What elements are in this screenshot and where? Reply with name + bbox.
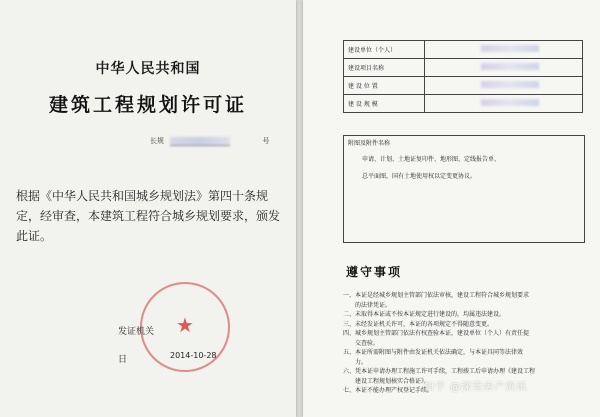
country-name: 中华人民共和国	[95, 61, 201, 77]
list-item: 六、凭本证申请办理工程施工许可手续，工程竣工后申请办理《建设工程	[343, 368, 536, 375]
list-item: 三、未经发证机关许可，本证的各项规定不得随意变更。	[343, 320, 494, 328]
list-item: 四、城乡规划主管部门依法有权查验本证，建设单位（个人）有责任提	[343, 330, 530, 337]
attachments-box	[343, 135, 585, 243]
list-item: 交查验。	[343, 339, 380, 347]
number-suffix: 号	[262, 137, 270, 145]
watermark-text: 知乎 @深莞房产资讯	[424, 382, 528, 393]
redacted-value	[425, 95, 583, 113]
attachments-line: 总平面图，国有土地使用权以定变更协议。	[362, 173, 477, 180]
attachments-line: 申请、计划、土地证复印件、地形图、定线报告单、	[362, 156, 501, 163]
list-item: 二、未取得本证或不按本证规定进行建设的，均属违法建设。	[343, 311, 506, 318]
redacted-value	[425, 41, 583, 59]
issue-date: 2014-10-28	[170, 351, 217, 360]
certificate-details-page	[303, 0, 600, 417]
project-info-table	[343, 40, 583, 113]
list-item: 建设工程规划核实合格证》。	[343, 377, 431, 385]
table-row	[344, 59, 583, 77]
row-label: 建设单位（个人）	[344, 41, 425, 59]
row-label: 建 设 规 模	[344, 95, 425, 113]
seal-star-icon: ★	[176, 313, 194, 337]
redacted-value	[425, 77, 583, 95]
certificate-number	[150, 136, 269, 146]
list-item: 的法律凭证。	[343, 301, 392, 309]
certificate-title: 建筑工程规划许可证	[48, 94, 247, 116]
row-label: 建设项目名称	[344, 59, 425, 77]
notice-title: 遵守事项	[346, 265, 403, 279]
list-item: 七、本证不能办理产权登记手续。	[343, 387, 434, 394]
attachments-title: 附图及附件名称	[348, 140, 391, 147]
list-item: 五、本证所需附图与附件由发证机关依法确定，与本证具同等法律效	[343, 349, 524, 356]
date-label: 日	[118, 355, 128, 365]
list-item: 一、本证是经城乡规划主管部门依法审核，建设工程符合城乡规划要求	[343, 292, 530, 299]
table-row	[344, 41, 583, 59]
table-row	[344, 77, 583, 95]
list-item: 力。	[343, 358, 368, 366]
number-prefix: 长规	[150, 137, 164, 145]
redacted-value	[425, 59, 583, 77]
certificate-cover-page	[0, 0, 296, 417]
certificate-statement: 根据《中华人民共和国城乡规划法》第四十条规定，经审查，本建筑工程符合城乡规划要求，颁发此证。	[16, 189, 281, 243]
issuer-label: 发证机关	[118, 327, 155, 337]
redacted-number	[170, 137, 230, 146]
row-label: 建 设 位 置	[344, 77, 425, 95]
table-row	[344, 95, 583, 113]
